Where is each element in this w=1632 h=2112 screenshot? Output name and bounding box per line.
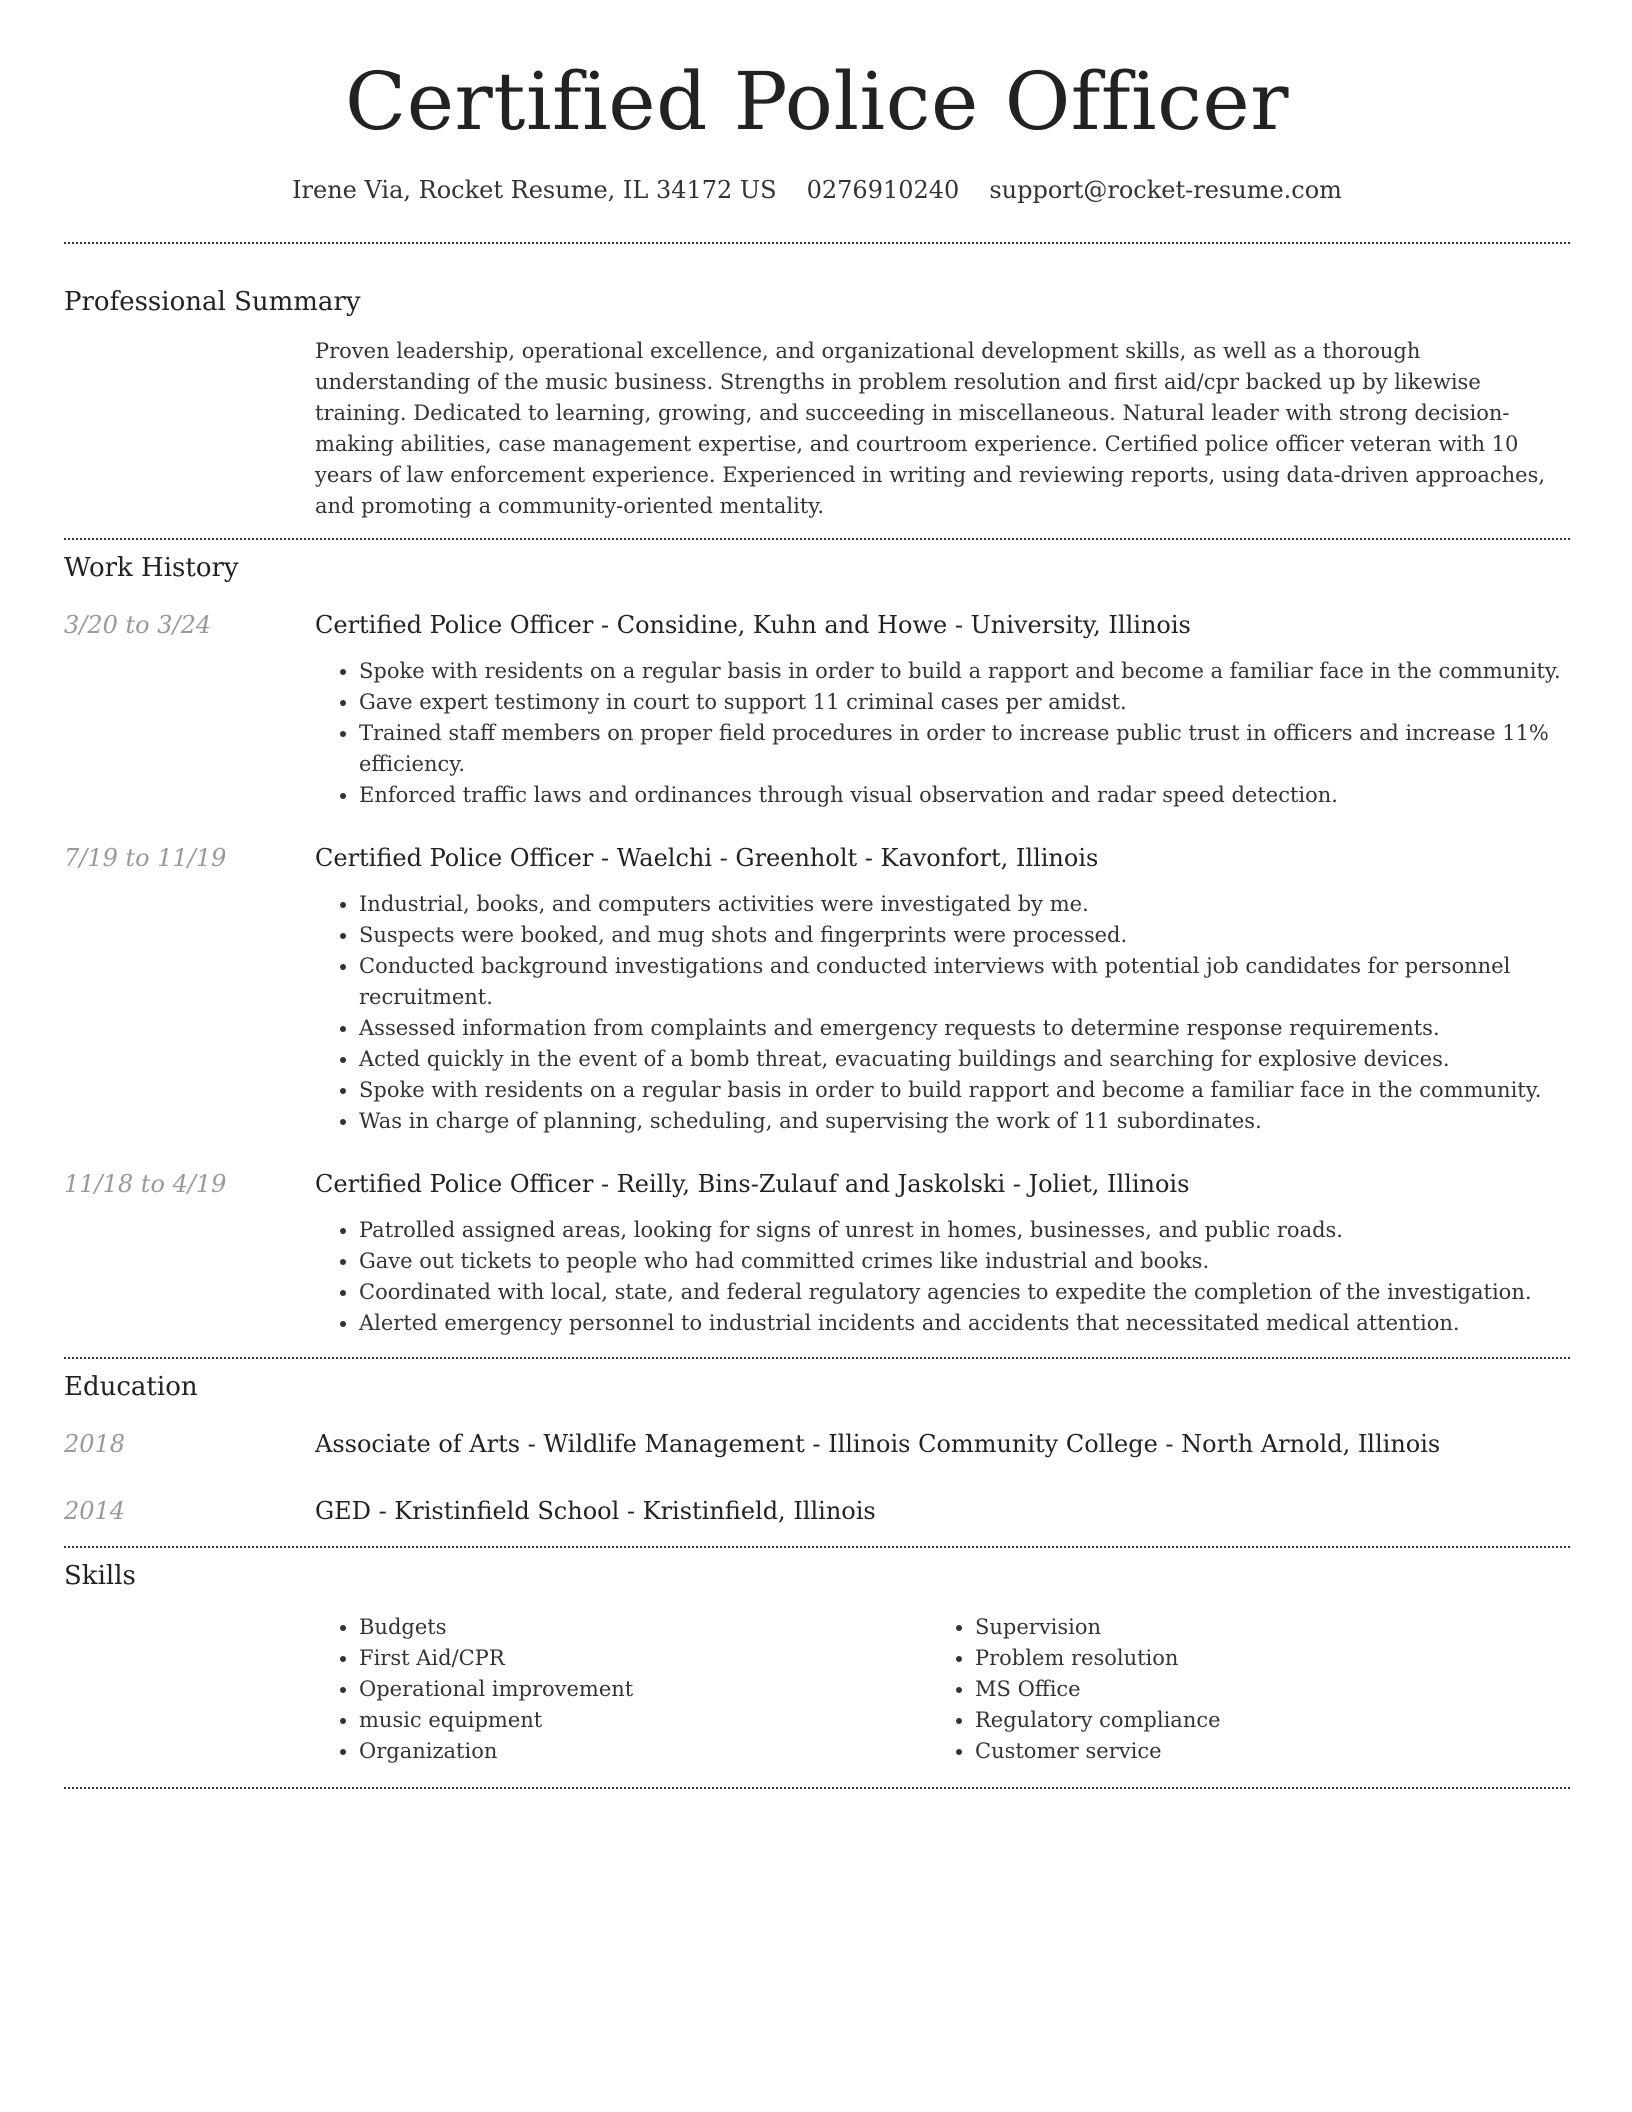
job-body <box>315 608 1570 811</box>
contact-email[interactable]: support@rocket-resume.com <box>989 176 1342 204</box>
job-body <box>315 841 1570 1137</box>
job-bullet: • Gave expert testimony in court to support 11 criminal cases per amidst. <box>359 687 1570 718</box>
section-divider <box>64 1357 1570 1359</box>
skill-item: • MS Office <box>975 1674 1547 1705</box>
job-dates: 3/20 to 3/24 <box>64 611 212 639</box>
education-year: 2014 <box>64 1497 126 1525</box>
skill-item: • music equipment <box>359 1705 931 1736</box>
job-bullet: • Acted quickly in the event of a bomb threat, evacuating buildings and searching for explosive devices. <box>359 1044 1570 1075</box>
skills-bullets <box>931 1612 1547 1767</box>
skills-column-right <box>931 1612 1547 1767</box>
work-history-heading: Work History <box>64 553 239 583</box>
education-text: GED - Kristinfield School - Kristinfield, Illinois <box>315 1497 876 1525</box>
job-bullet: • Assessed information from complaints and emergency requests to determine response requirements. <box>359 1013 1570 1044</box>
job-bullet: • Conducted background investigations and conducted interviews with potential job candidates for personnel recruitment. <box>359 951 1570 1013</box>
skills-list <box>315 1612 1570 1767</box>
job-bullets <box>315 889 1570 1137</box>
skills-bullets <box>315 1612 931 1767</box>
education-entry <box>64 1494 1570 1528</box>
skill-item: • First Aid/CPR <box>359 1643 931 1674</box>
skill-item: • Operational improvement <box>359 1674 931 1705</box>
job-bullet: • Spoke with residents on a regular basis in order to build a rapport and become a familiar face in the community. <box>359 656 1570 687</box>
job-title: Certified Police Officer - Considine, Kuhn and Howe - University, Illinois <box>315 611 1191 639</box>
education-entry <box>64 1427 1570 1461</box>
job-bullet: • Alerted emergency personnel to industrial incidents and accidents that necessitated medical attention. <box>359 1308 1570 1339</box>
job-bullet: • Trained staff members on proper field procedures in order to increase public trust in officers and increase 11% efficiency. <box>359 718 1570 780</box>
job-bullets <box>315 1215 1570 1339</box>
section-divider <box>64 538 1570 540</box>
skill-item: • Customer service <box>975 1736 1547 1767</box>
job-bullet: • Coordinated with local, state, and federal regulatory agencies to expedite the completion of the investigation. <box>359 1277 1570 1308</box>
job-body <box>315 1167 1570 1339</box>
job-bullets <box>315 656 1570 811</box>
job-title: Certified Police Officer - Waelchi - Greenholt - Kavonfort, Illinois <box>315 844 1099 872</box>
section-divider <box>64 242 1570 244</box>
job-entry <box>64 608 1570 811</box>
section-divider <box>64 1546 1570 1548</box>
job-bullet: • Gave out tickets to people who had committed crimes like industrial and books. <box>359 1246 1570 1277</box>
education-year: 2018 <box>64 1430 126 1458</box>
resume-name: Certified Police Officer <box>345 55 1289 148</box>
skills-column-left <box>315 1612 931 1767</box>
skill-item: • Problem resolution <box>975 1643 1547 1674</box>
contact-address: Irene Via, Rocket Resume, IL 34172 US <box>292 176 777 204</box>
job-dates: 7/19 to 11/19 <box>64 844 227 872</box>
summary-text: Proven leadership, operational excellence, and organizational development skills, as well as a thorough understanding of the music business. Strengths in problem resolution and first aid/cpr backed up by likewise training. Dedicated to learning, growing, and succeeding in miscellaneous. Natural leader with strong decision-making abilities, case management expertise, and courtroom experience. Certified police officer veteran with 10 years of law enforcement experience. Experienced in writing and reviewing reports, using data-driven approaches, and promoting a community-oriented mentality. <box>315 339 1546 518</box>
skill-item: • Supervision <box>975 1612 1547 1643</box>
education-heading: Education <box>64 1372 198 1402</box>
resume-page <box>64 0 1570 1789</box>
job-dates: 11/18 to 4/19 <box>64 1170 227 1198</box>
job-title: Certified Police Officer - Reilly, Bins-Zulauf and Jaskolski - Joliet, Illinois <box>315 1170 1190 1198</box>
section-divider <box>64 1787 1570 1789</box>
contact-line <box>64 174 1570 206</box>
skill-item: • Regulatory compliance <box>975 1705 1547 1736</box>
job-entry <box>64 1167 1570 1339</box>
job-bullet: • Suspects were booked, and mug shots and fingerprints were processed. <box>359 920 1570 951</box>
contact-phone: 0276910240 <box>806 176 960 204</box>
skill-item: • Budgets <box>359 1612 931 1643</box>
job-bullet: • Patrolled assigned areas, looking for signs of unrest in homes, businesses, and public roads. <box>359 1215 1570 1246</box>
skill-item: • Organization <box>359 1736 931 1767</box>
skills-heading: Skills <box>64 1561 136 1591</box>
job-entry <box>64 841 1570 1137</box>
education-text: Associate of Arts - Wildlife Management - Illinois Community College - North Arnold, Illinois <box>315 1430 1441 1458</box>
job-bullet: • Was in charge of planning, scheduling, and supervising the work of 11 subordinates. <box>359 1106 1570 1137</box>
job-bullet: • Enforced traffic laws and ordinances through visual observation and radar speed detection. <box>359 780 1570 811</box>
job-bullet: • Spoke with residents on a regular basis in order to build rapport and become a familiar face in the community. <box>359 1075 1570 1106</box>
summary-heading: Professional Summary <box>64 287 361 317</box>
job-bullet: • Industrial, books, and computers activities were investigated by me. <box>359 889 1570 920</box>
